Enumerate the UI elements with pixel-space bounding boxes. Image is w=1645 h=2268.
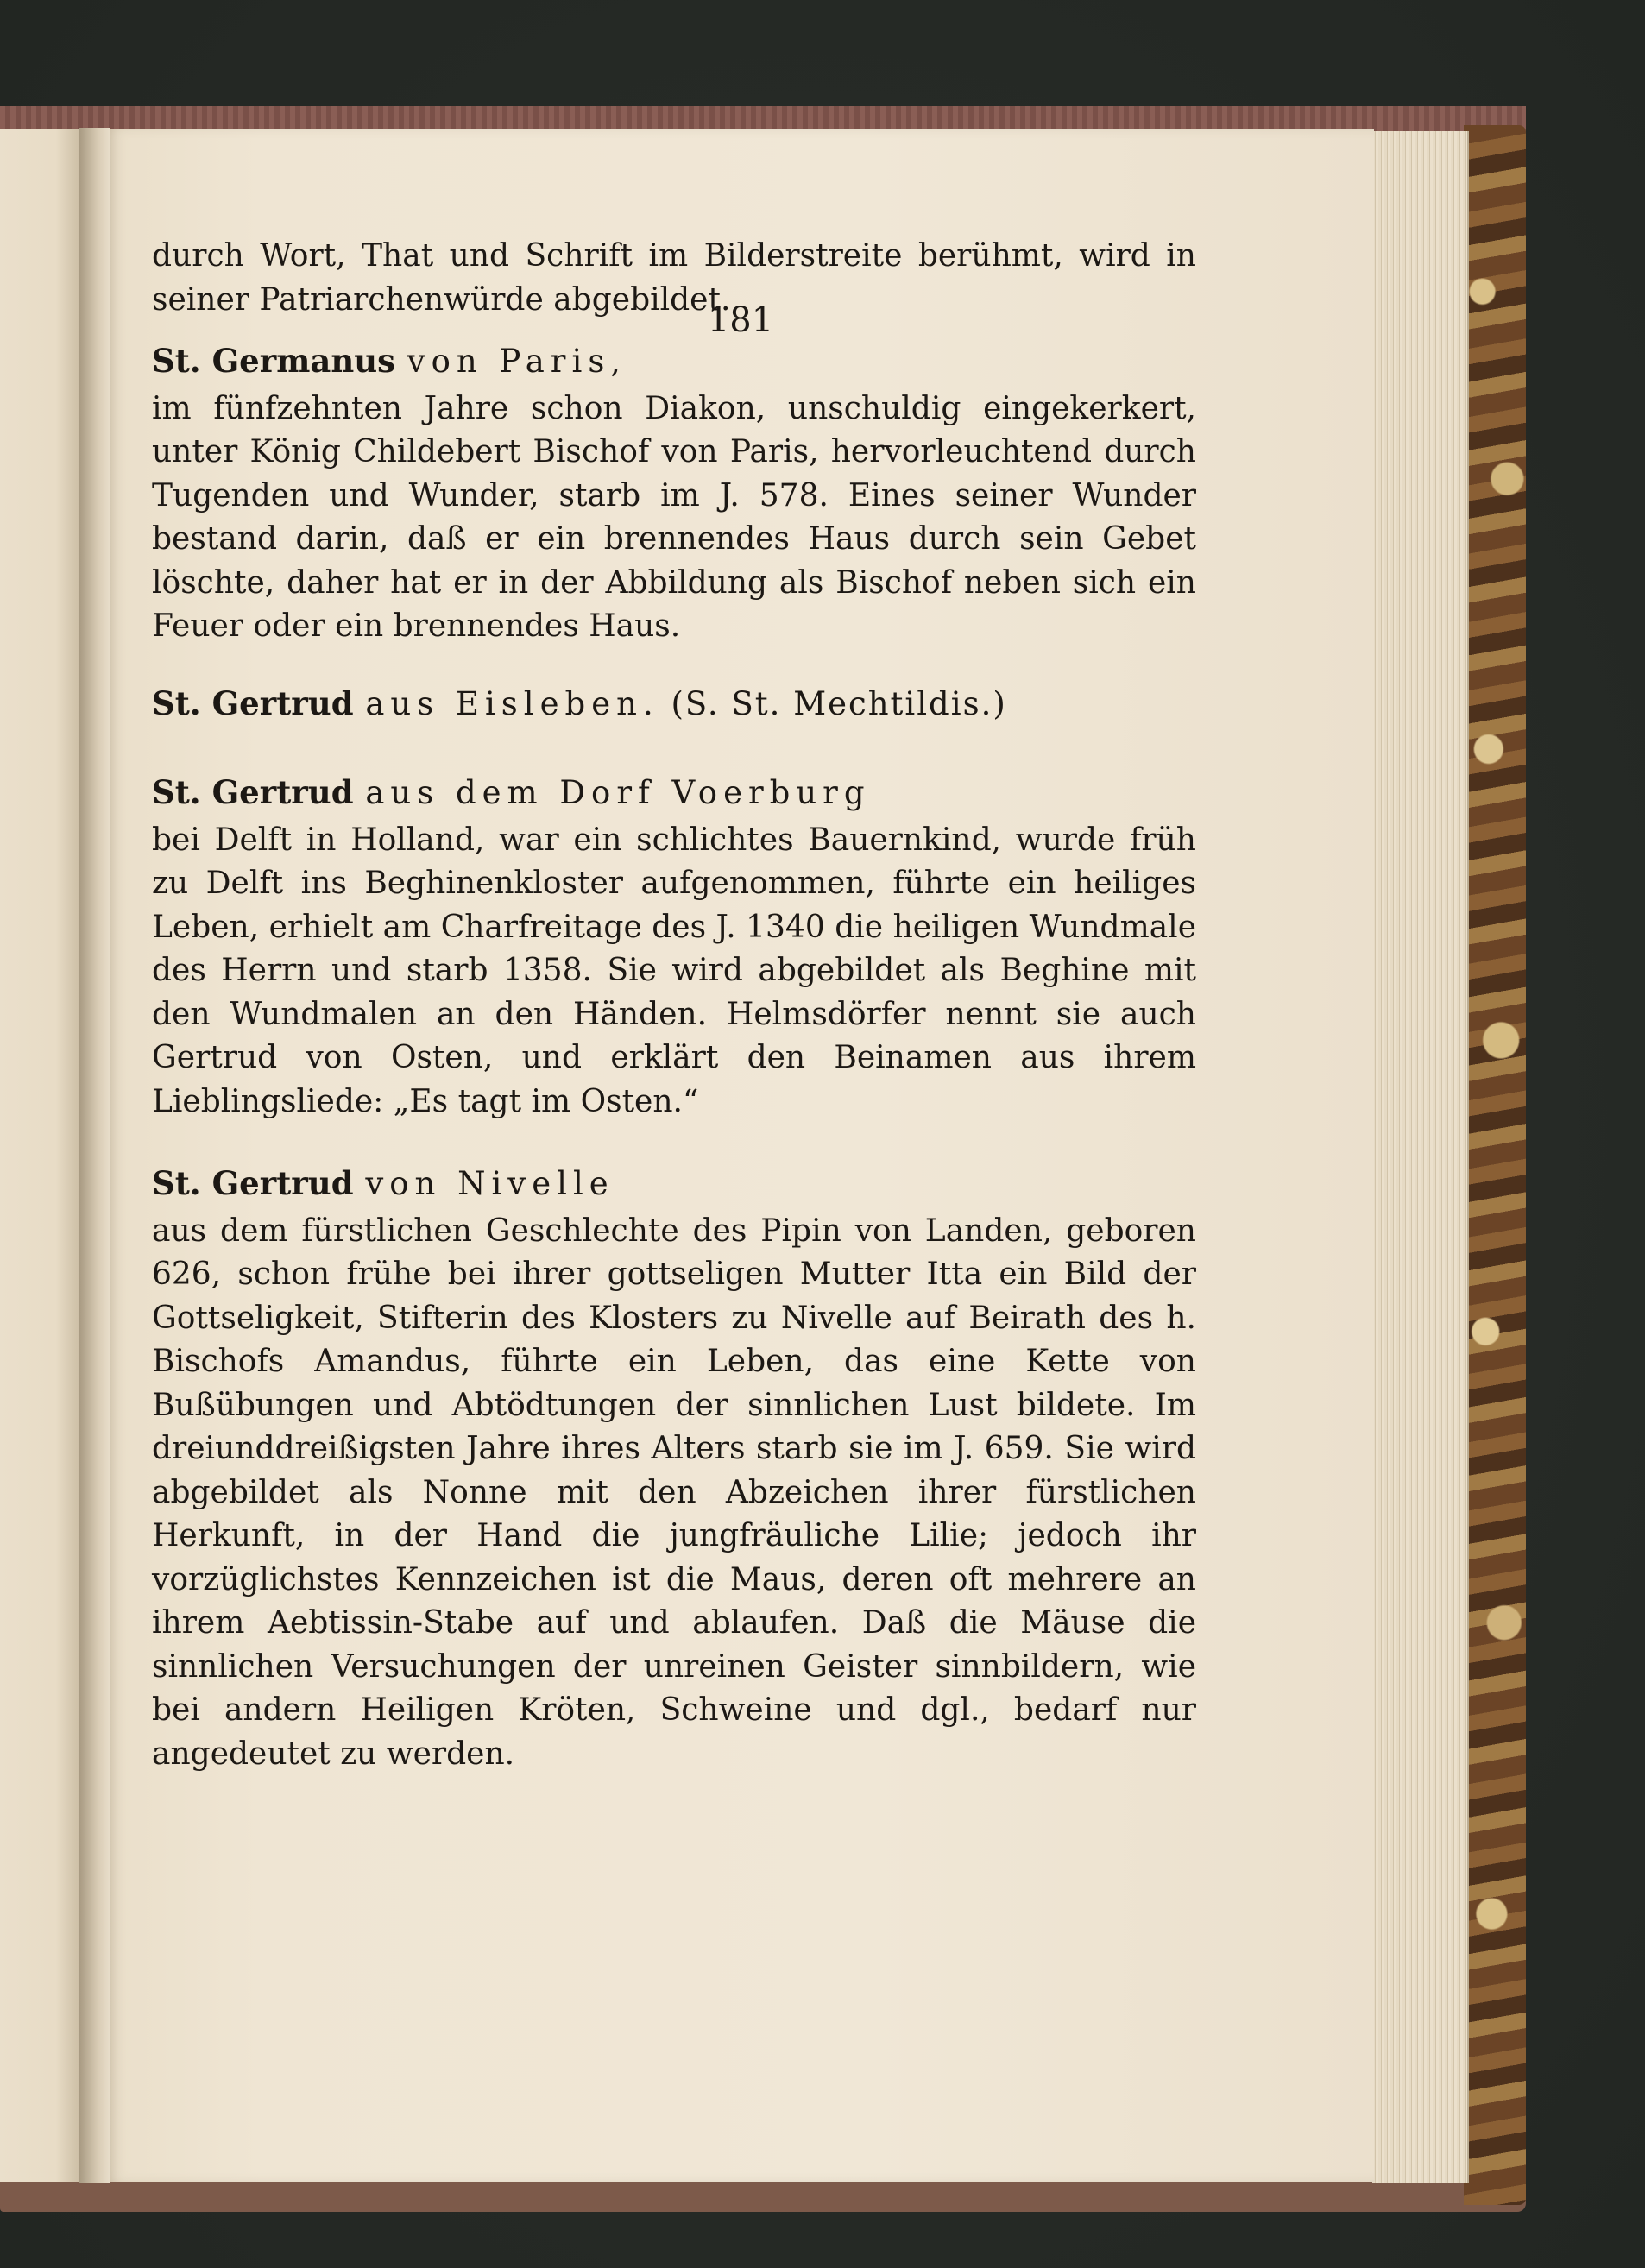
section-heading xyxy=(152,1162,1196,1206)
page-number: 181 xyxy=(707,300,774,340)
section-heading xyxy=(152,339,1196,384)
saint-name: St. Gertrud xyxy=(152,684,354,722)
section-body: aus dem fürstlichen Geschlechte des Pipin von Landen, geboren 626, schon frühe bei ihrer gottseligen Mutter Itta ein Bild der Gottseligkeit, Stifterin des Klosters zu Nivelle auf Beirath des h. Bischofs Amandus, führte ein Leben, das eine Kette von Bußübungen und Abtödtungen der sinnlichen Lust bildete. Im dreiunddreißigsten Jahre ihres Alters starb sie im J. 659. Sie wird abgebildet als Nonne mit den Abzeichen ihrer fürstlichen Herkunft, in der Hand die jungfräuliche Lilie; jedoch ihr vorzüglichstes Kennzeichen ist die Maus, deren oft mehrere an ihrem Aebtissin-Stabe auf und ablaufen. Daß die Mäuse die sinnlichen Versuchungen der unreinen Geister sinnbildern, wie bei andern Heiligen Kröten, Schweine und dgl., bedarf nur angedeutet zu werden. xyxy=(152,1213,1196,1772)
heading-rest: aus dem Dorf Voerburg xyxy=(365,774,871,811)
heading-rest: von Nivelle xyxy=(365,1165,615,1202)
page-gutter xyxy=(79,128,110,2183)
saint-name: St. Gertrud xyxy=(152,773,354,811)
section-body: im fünfzehnten Jahre schon Diakon, unschuldig eingekerkert, unter König Childebert Bischof von Paris, hervorleuchtend durch Tugenden und Wunder, starb im J. 578. Eines seiner Wunder bestand darin, daß er ein brennendes Haus durch sein Gebet löschte, daher hat er in der Abbildung als Bischof neben sich ein Feuer oder ein brennendes Haus. xyxy=(152,390,1196,644)
section-body: bei Delft in Holland, war ein schlichtes Bauernkind, wurde früh zu Delft ins Beghinenkloster aufgenommen, führte ein heiliges Leben, erhielt am Charfreitage des J. 1340 die heiligen Wundmale des Herrn und starb 1358. Sie wird abgebildet als Beghine mit den Wundmalen an den Händen. Helmsdörfer nennt sie auch Gertrud von Osten, und erklärt den Beinamen aus ihrem Lieblingsliede: „Es tagt im Osten.“ xyxy=(152,822,1196,1119)
heading-rest: von Paris, xyxy=(407,343,627,380)
facing-page xyxy=(0,129,81,2182)
page-fore-edge xyxy=(1372,131,1469,2183)
page-text xyxy=(152,235,1196,1776)
intro-paragraph: durch Wort, That und Schrift im Bilderstreite berühmt, wird in seiner Patriarchenwürde abgebildet. xyxy=(152,238,1196,318)
section-heading xyxy=(152,682,1196,727)
heading-suffix: (S. St. Mechtildis.) xyxy=(671,684,1007,722)
saint-name: St. Gertrud xyxy=(152,1164,354,1202)
saint-name: St. Germanus xyxy=(152,342,395,380)
section-heading xyxy=(152,771,1196,816)
heading-rest: aus Eisleben. xyxy=(365,684,659,722)
marbled-edge xyxy=(1464,125,1526,2205)
